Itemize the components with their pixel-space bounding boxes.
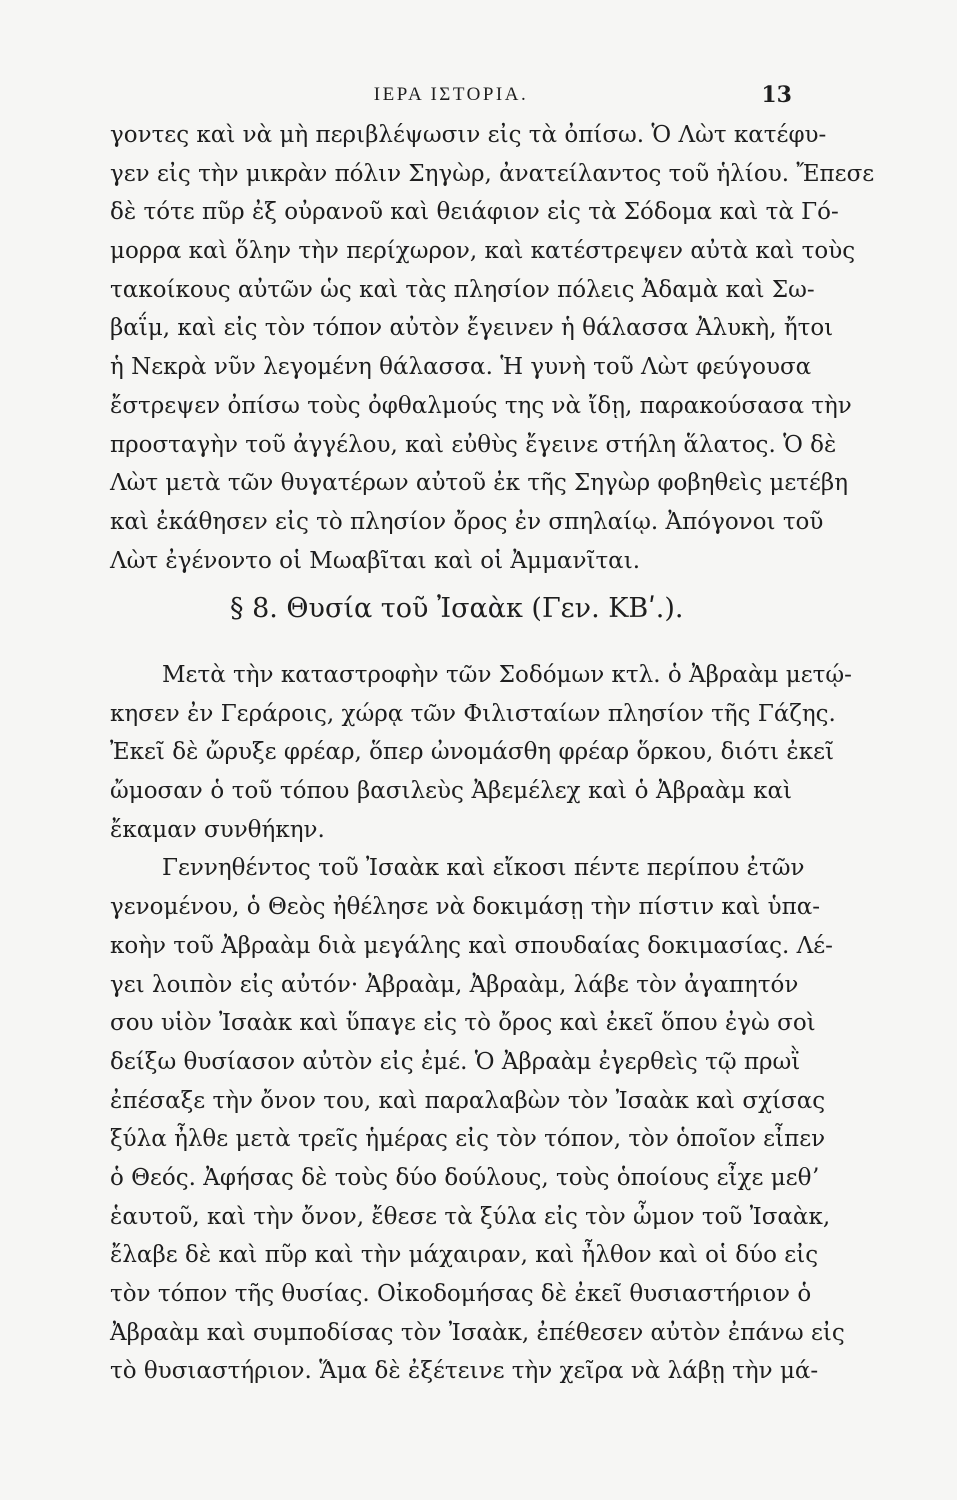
text-line: γεν εἰς τὴν μικρὰν πόλιν Σηγὼρ, ἀνατείλαντος τοῦ ἡλίου. Ἔπεσε [110,160,875,187]
text-line: ἑαυτοῦ, καὶ τὴν ὄνον, ἔθεσε τὰ ξύλα εἰς τὸν ὦμον τοῦ Ἰσαὰκ, [110,1203,831,1230]
text-line: βαΐμ, καὶ εἰς τὸν τόπον αὐτὸν ἔγεινεν ἡ θάλασσα Ἀλυκὴ, ἤτοι [110,315,834,342]
text-line: σου υἱὸν Ἰσαὰκ καὶ ὕπαγε εἰς τὸ ὄρος καὶ ἐκεῖ ὅπου ἐγὼ σοὶ [110,1010,816,1037]
text-line: κησεν ἐν Γεράροις, χώρᾳ τῶν Φιλισταίων πλησίον τῆς Γάζης. [110,700,836,727]
text-line: προσταγὴν τοῦ ἀγγέλου, καὶ εὐθὺς ἔγεινε στήλη ἅλατος. Ὁ δὲ [110,431,837,458]
text-line: δὲ τότε πῦρ ἐξ οὐρανοῦ καὶ θειάφιον εἰς τὰ Σόδομα καὶ τὰ Γό- [110,199,839,226]
text-line: Γεννηθέντος τοῦ Ἰσαὰκ καὶ εἴκοσι πέντε περίπου ἐτῶν [162,855,805,882]
text-line: ἐπέσαξε τὴν ὄνον του, καὶ παραλαβὼν τὸν Ἰσαὰκ καὶ σχίσας [110,1087,826,1114]
text-line: ἡ Νεκρὰ νῦν λεγομένη θάλασσα. Ἡ γυνὴ τοῦ Λὼτ φεύγουσα [110,354,812,381]
page-number: 13 [761,82,792,108]
text-line: ἔκαμαν συνθήκην. [110,816,325,843]
text-line: ξύλα ἦλθε μετὰ τρεῖς ἡμέρας εἰς τὸν τόπον, τὸν ὁποῖον εἶπεν [110,1126,826,1153]
text-line: μορρα καὶ ὅλην τὴν περίχωρον, καὶ κατέστρεψεν αὐτὰ καὶ τοὺς [110,238,856,265]
text-line: γενομένου, ὁ Θεὸς ἠθέλησε νὰ δοκιμάσῃ τὴν πίστιν καὶ ὑπα- [110,894,821,921]
text-line: γει λοιπὸν εἰς αὐτόν· Ἀβραὰμ, Ἀβραὰμ, λάβε τὸν ἀγαπητόν [110,971,799,998]
text-line: ἔστρεψεν ὀπίσω τοὺς ὀφθαλμούς της νὰ ἴδῃ, παρακούσασα τὴν [110,392,852,419]
text-line: κοὴν τοῦ Ἀβραὰμ διὰ μεγάλης καὶ σπουδαίας δοκιμασίας. Λέ- [110,932,833,959]
text-line: Λὼτ ἐγένοντο οἱ Μωαβῖται καὶ οἱ Ἀμμανῖται. [110,547,641,574]
text-line: Ἀβραὰμ καὶ συμποδίσας τὸν Ἰσαὰκ, ἐπέθεσεν αὐτὸν ἐπάνω εἰς [110,1319,845,1346]
text-line: Μετὰ τὴν καταστροφὴν τῶν Σοδόμων κτλ. ὁ Ἀβραὰμ μετῴ- [162,662,852,688]
text-line: τὸν τόπον τῆς θυσίας. Οἰκοδομήσας δὲ ἐκεῖ θυσιαστήριον ὁ [110,1281,812,1307]
text-line: τὸ θυσιαστήριον. Ἅμα δὲ ἐξέτεινε τὴν χεῖρα νὰ λάβῃ τὴν μά- [110,1358,819,1385]
text-line: ἔλαβε δὲ καὶ πῦρ καὶ τὴν μάχαιραν, καὶ ἦλθον καὶ οἱ δύο εἰς [110,1242,819,1269]
paragraph-lot-escape [110,116,875,580]
section-body [110,656,852,1391]
text-line: γοντες καὶ νὰ μὴ περιβλέψωσιν εἰς τὰ ὀπίσω. Ὁ Λὼτ κατέφυ- [110,122,827,148]
text-line: Λὼτ μετὰ τῶν θυγατέρων αὐτοῦ ἐκ τῆς Σηγὼρ φοβηθεὶς μετέβη [110,470,848,497]
running-head [110,84,792,114]
text-line: ὤμοσαν ὁ τοῦ τόπου βασιλεὺς Ἀβεμέλεχ καὶ ὁ Ἀβραὰμ καὶ [110,778,792,805]
section-heading: § 8. Θυσία τοῦ Ἰσαὰκ (Γεν. ΚΒʹ.). [230,593,684,624]
running-head-title: ΙΕΡΑ ΙΣΤΟΡΙΑ. [373,84,529,105]
text-line: τακοίκους αὐτῶν ὡς καὶ τὰς πλησίον πόλεις Ἀδαμὰ καὶ Σω- [110,276,815,303]
text-line: δείξω θυσίασον αὐτὸν εἰς ἐμέ. Ὁ Ἀβραὰμ ἐγερθεὶς τῷ πρωῒ [110,1048,801,1075]
text-line: καὶ ἐκάθησεν εἰς τὸ πλησίον ὄρος ἐν σπηλαίῳ. Ἀπόγονοι τοῦ [110,508,824,535]
text-line: ὁ Θεός. Ἀφήσας δὲ τοὺς δύο δούλους, τοὺς ὁποίους εἶχε μεθʼ [110,1164,819,1191]
text-line: Ἐκεῖ δὲ ὤρυξε φρέαρ, ὅπερ ὠνομάσθη φρέαρ ὅρκου, διότι ἐκεῖ [110,739,835,766]
